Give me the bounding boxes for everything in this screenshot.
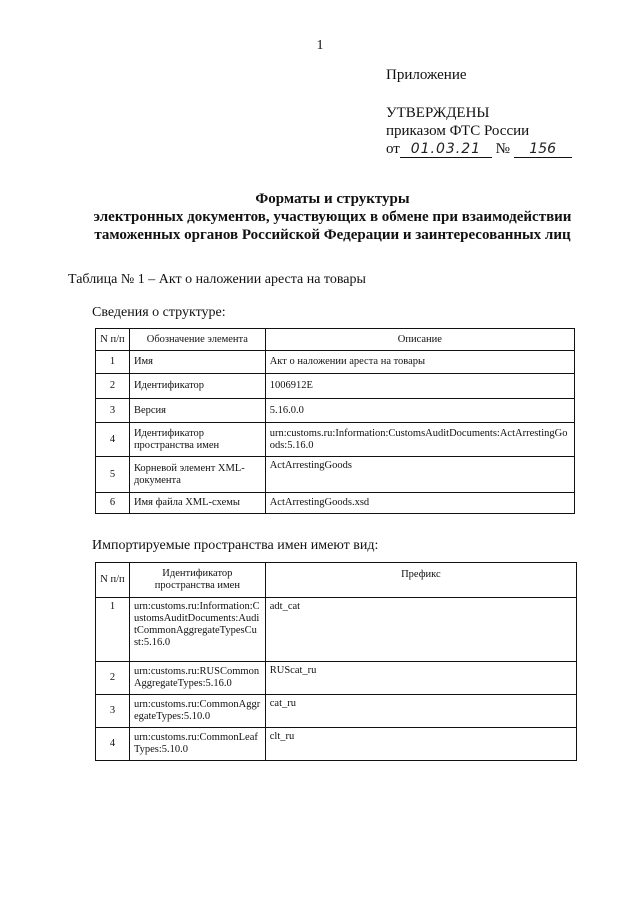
column-header: N п/п [96,329,130,351]
table-row [96,695,577,728]
row-number: 3 [96,695,130,728]
row-number: 5 [96,457,130,493]
table-row [96,399,575,423]
structure-label: Сведения о структуре: [92,305,226,320]
element-name: Имя [129,351,265,374]
row-number: 2 [96,662,130,695]
page-number: 1 [316,38,324,53]
structure-table [95,328,575,514]
approval-block [386,66,572,158]
row-number: 3 [96,399,130,423]
namespace-id: urn:customs.ru:CommonAggregateTypes:5.10.0 [129,695,265,728]
row-number: 6 [96,493,130,514]
order-line [386,140,572,158]
order-date: 01.03.21 [400,141,492,158]
title-line-1: Форматы и структуры [255,191,410,207]
namespaces-table [95,562,577,761]
order-number: 156 [514,141,572,158]
row-number: 2 [96,374,130,399]
namespace-id: urn:customs.ru:CommonLeafTypes:5.10.0 [129,728,265,761]
row-number: 1 [96,351,130,374]
element-name: Корневой элемент XML-документа [129,457,265,493]
title-line-3: таможенных органов Российской Федерации и заинтересованных лиц [94,227,571,243]
element-name: Версия [129,399,265,423]
namespace-prefix: cat_ru [265,695,576,728]
table-row [96,493,575,514]
document-title [60,190,605,244]
namespace-id: urn:customs.ru:Information:CustomsAuditDocuments:AuditCommonAggregateTypesCust:5.16.0 [129,598,265,662]
element-name: Идентификатор [129,374,265,399]
namespace-prefix: RUScat_ru [265,662,576,695]
column-header: Префикс [265,563,576,598]
table-row [96,423,575,457]
approved-label: УТВЕРЖДЕНЫ [386,105,490,121]
namespace-id: urn:customs.ru:RUSCommonAggregateTypes:5.16.0 [129,662,265,695]
element-description: ActArrestingGoods [265,457,574,493]
table-row [96,457,575,493]
column-header: Описание [265,329,574,351]
namespaces-header-row [96,563,577,598]
element-name: Имя файла XML-схемы [129,493,265,514]
appendix-label: Приложение [386,67,467,83]
table-row [96,662,577,695]
element-description: 5.16.0.0 [265,399,574,423]
element-name: Идентификатор пространства имен [129,423,265,457]
table-row [96,728,577,761]
table-caption: Таблица № 1 – Акт о наложении ареста на товары [68,272,366,287]
element-description: urn:customs.ru:Information:CustomsAuditDocuments:ActArrestingGoods:5.16.0 [265,423,574,457]
element-description: Акт о наложении ареста на товары [265,351,574,374]
title-line-2: электронных документов, участвующих в обмене при взаимодействии [93,209,572,225]
table-row [96,598,577,662]
namespace-prefix: clt_ru [265,728,576,761]
from-label: от [386,141,400,157]
number-label: № [495,141,510,157]
namespace-prefix: adt_cat [265,598,576,662]
element-description: ActArrestingGoods.xsd [265,493,574,514]
table-row [96,374,575,399]
column-header: Идентификатор пространства имен [129,563,265,598]
namespaces-label: Импортируемые пространства имен имеют вид: [92,538,379,553]
element-description: 1006912E [265,374,574,399]
order-label: приказом ФТС России [386,123,530,139]
row-number: 4 [96,423,130,457]
table-row [96,351,575,374]
row-number: 4 [96,728,130,761]
row-number: 1 [96,598,130,662]
structure-header-row [96,329,575,351]
column-header: Обозначение элемента [129,329,265,351]
column-header: N п/п [96,563,130,598]
